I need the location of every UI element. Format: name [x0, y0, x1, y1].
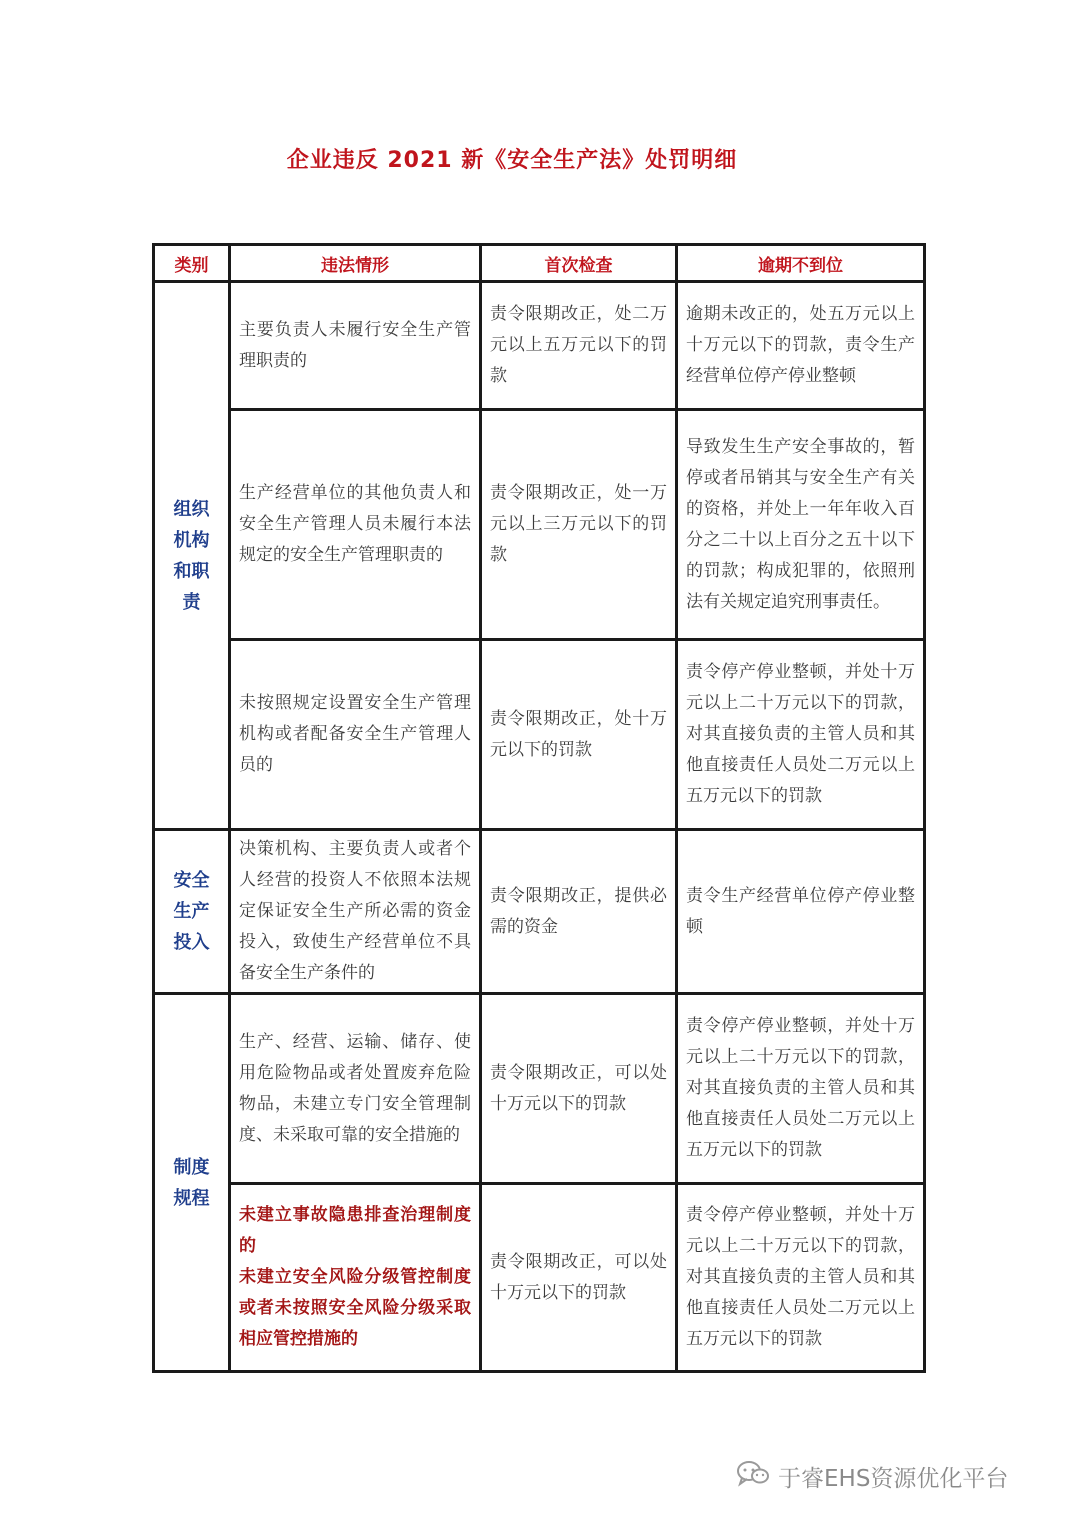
- violation-cell: 主要负责人未履行安全生产管理职责的: [230, 282, 481, 410]
- header-overdue: 逾期不到位: [677, 245, 925, 282]
- table-row: [154, 830, 925, 994]
- overdue-cell: 导致发生生产安全事故的，暂停或者吊销其与安全生产有关的资格，并处上一年年收入百分之二十以上百分之五十以下的罚款；构成犯罪的，依照刑法有关规定追究刑事责任。: [677, 410, 925, 640]
- penalty-table: [152, 243, 926, 1373]
- category-cell: [154, 282, 230, 830]
- table-row: [154, 282, 925, 410]
- first-check-cell: 责令限期改正，可以处十万元以下的罚款: [481, 1184, 677, 1372]
- category-cell: [154, 830, 230, 994]
- category-label: 组织机构和职责: [173, 498, 210, 613]
- first-check-cell: 责令限期改正，处一万元以上三万元以下的罚款: [481, 410, 677, 640]
- overdue-cell: 逾期未改正的，处五万元以上十万元以下的罚款，责令生产经营单位停产停业整顿: [677, 282, 925, 410]
- first-check-cell: 责令限期改正，处二万元以上五万元以下的罚款: [481, 282, 677, 410]
- watermark-text: 于睿EHS资源优化平台: [778, 1465, 1009, 1492]
- violation-cell: 生产、经营、运输、储存、使用危险物品或者处置废弃危险物品，未建立专门安全管理制度、未采取可靠的安全措施的: [230, 994, 481, 1184]
- document-title: 企业违反 2021 新《安全生产法》处罚明细: [286, 148, 738, 173]
- overdue-cell: 责令停产停业整顿，并处十万元以上二十万元以下的罚款，对其直接负责的主管人员和其他直接责任人员处二万元以上五万元以下的罚款: [677, 640, 925, 830]
- header-category: 类别: [154, 245, 230, 282]
- first-check-cell: 责令限期改正，处十万元以下的罚款: [481, 640, 677, 830]
- violation-cell: 生产经营单位的其他负责人和安全生产管理人员未履行本法规定的安全生产管理职责的: [230, 410, 481, 640]
- violation-line: 未建立事故隐患排查治理制度的: [239, 1205, 471, 1256]
- category-label: 安全生产投入: [173, 870, 210, 953]
- header-violation: 违法情形: [230, 245, 481, 282]
- watermark: [736, 1456, 1056, 1496]
- violation-cell: 未按照规定设置安全生产管理机构或者配备安全生产管理人员的: [230, 640, 481, 830]
- overdue-cell: 责令停产停业整顿，并处十万元以上二十万元以下的罚款，对其直接负责的主管人员和其他直接责任人员处二万元以上五万元以下的罚款: [677, 994, 925, 1184]
- overdue-cell: 责令停产停业整顿，并处十万元以上二十万元以下的罚款，对其直接负责的主管人员和其他直接责任人员处二万元以上五万元以下的罚款: [677, 1184, 925, 1372]
- violation-cell: 决策机构、主要负责人或者个人经营的投资人不依照本法规定保证安全生产所必需的资金投入，致使生产经营单位不具备安全生产条件的: [230, 830, 481, 994]
- category-cell: [154, 994, 230, 1372]
- violation-cell-highlighted: [230, 1184, 481, 1372]
- violation-line: 未建立安全风险分级管控制度或者未按照安全风险分级采取相应管控措施的: [239, 1267, 471, 1349]
- header-first-check: 首次检查: [481, 245, 677, 282]
- overdue-cell: 责令生产经营单位停产停业整顿: [677, 830, 925, 994]
- category-label: 制度规程: [173, 1156, 210, 1209]
- wechat-icon: [736, 1459, 778, 1493]
- table-row: [154, 1184, 925, 1372]
- table-row: [154, 410, 925, 640]
- table-row: [154, 994, 925, 1184]
- first-check-cell: 责令限期改正，提供必需的资金: [481, 830, 677, 994]
- first-check-cell: 责令限期改正，可以处十万元以下的罚款: [481, 994, 677, 1184]
- table-row: [154, 640, 925, 830]
- table-header-row: [154, 245, 925, 282]
